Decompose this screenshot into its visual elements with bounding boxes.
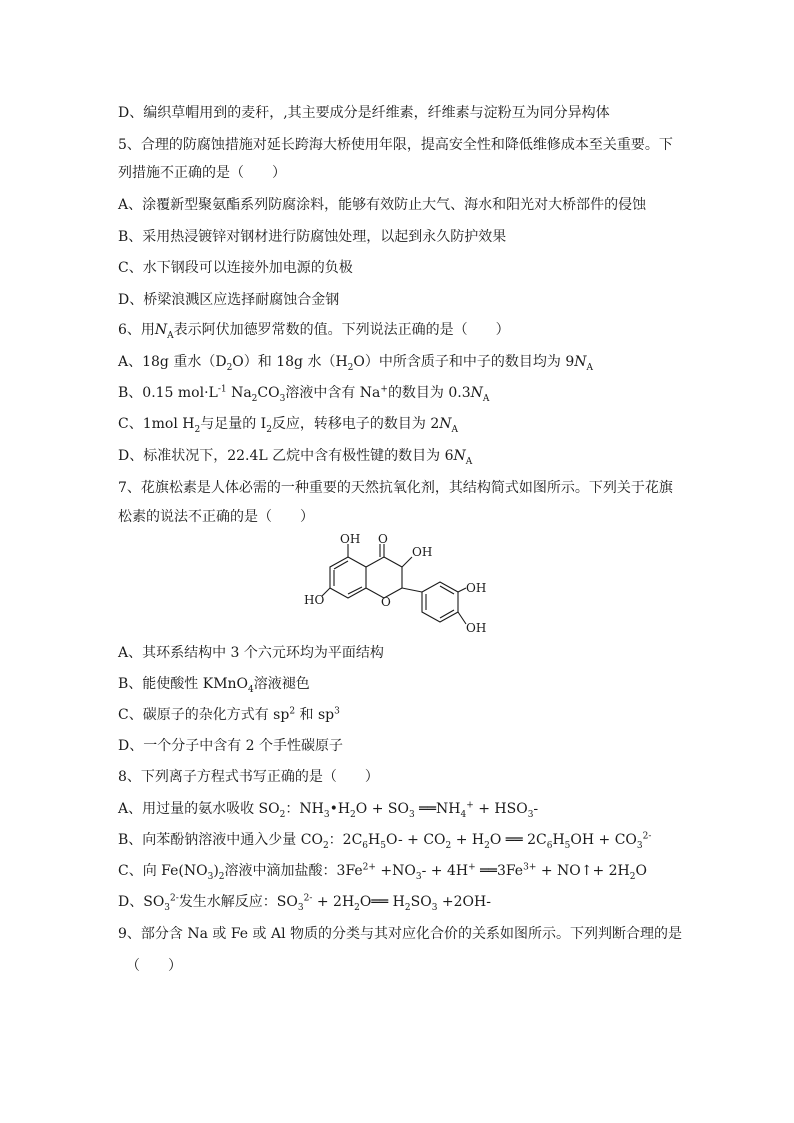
- q6-option-a: A、18g 重水$(D_2O)$和 18g 水$(H_2O)$中所含质子和中子的数目均为 $9N_A$: [118, 354, 593, 373]
- q7-option-b: B、能使酸性 KMnO$_4$溶液褪色: [118, 676, 310, 695]
- q7-stem-line1: 7、花旗松素是人体必需的一种重要的天然抗氧化剂，其结构简式如图所示。下列关于花旗: [118, 480, 673, 496]
- oh-bond-right-upper: [458, 588, 466, 592]
- q7-option-c: C、碳原子的杂化方式有 $sp^2$ 和 $sp^3$: [118, 706, 340, 723]
- oh-bond-right-lower: [458, 612, 466, 624]
- label-oh-top-left: OH: [340, 532, 361, 546]
- q5-option-a: A、涂覆新型聚氨酯系列防腐涂料，能够有效防止大气、海水和阳光对大桥部件的侵蚀: [118, 197, 647, 213]
- link-bond: [402, 588, 422, 592]
- oh-bond-top-right: [402, 557, 412, 567]
- label-ho-left: HO: [304, 593, 325, 607]
- ring-b-double-2: [440, 586, 454, 594]
- q9-stem-line1: 9、部分含 Na 或 Fe 或 Al 物质的分类与其对应化合价的关系如图所示。下列判断合理的是: [118, 926, 683, 942]
- label-oh-top-right: OH: [412, 545, 433, 559]
- q5-stem-line1: 5、合理的防腐蚀措施对延长跨海大桥使用年限，提高安全性和降低维修成本至关重要。下: [118, 137, 673, 153]
- q6-option-c: C、1mol $H_2$与足量的 $I_2$反应，转移电子的数目为 $2N_A$: [118, 416, 459, 435]
- q7-option-d: D、一个分子中含有 2 个手性碳原子: [118, 738, 344, 754]
- q8-option-a: A、用过量的氨水吸收 $SO_2$：$NH_3•H_2O + SO_3$ $══NH_4^+ + HSO_3-$: [118, 800, 539, 820]
- ring-a: [330, 557, 366, 598]
- q8-option-b: B、向苯酚钠溶液中通入少量 $CO_2$：$2C_6H_5O- + CO_2 + H_2O$ ══ $2C_6H_5OH + CO_3^{2-}$: [118, 831, 652, 851]
- q5-option-b: B、采用热浸镀锌对钢材进行防腐蚀处理，以起到永久防护效果: [118, 229, 507, 245]
- ring-c: [366, 557, 402, 598]
- q8-option-c: C、向 $Fe(NO_3)_2$溶液中滴加盐酸：$3Fe^{2+} +NO_3- + 4H^+$ $══3Fe^{3+}$ + NO↑+ $2H_2O$: [118, 862, 647, 882]
- q4-option-d: D、编织草帽用到的麦秆，,其主要成分是纤维素，纤维素与淀粉互为同分异构体: [118, 105, 610, 121]
- ring-b-double-3: [440, 610, 454, 618]
- q8-stem: 8、下列离子方程式书写正确的是（ ）: [118, 769, 379, 785]
- label-o-ring: O: [381, 595, 391, 609]
- label-oh-right-upper: OH: [466, 581, 487, 595]
- q7-stem-line2: 松素的说法不正确的是（ ）: [118, 509, 314, 525]
- q5-stem-line2: 列措施不正确的是（ ）: [118, 165, 286, 181]
- q7-option-a: A、其环系结构中 3 个六元环均为平面结构: [118, 645, 384, 661]
- q6-stem: 6、用$N_A$表示阿伏加德罗常数的值。下列说法正确的是（ ）: [118, 322, 510, 341]
- q6-option-b: B、0.15 $mol\cdot L^{-1}$ $Na_2CO_3$溶液中含有 Na+的数目为 $0.3N_A$: [118, 384, 490, 404]
- q5-option-c: C、水下钢段可以连接外加电源的负极: [118, 260, 353, 276]
- q6-option-d: D、标准状况下，22.4L 乙烷中含有极性键的数目为 $6N_A$: [118, 448, 473, 467]
- q8-option-d: D、$SO_3^{2-}$发生水解反应：$SO_3^{2-}$ + $2H_2O══$ $H_2SO_3 +2OH-$: [118, 893, 491, 913]
- label-o-top: O: [378, 532, 388, 546]
- q9-stem-line2: （ ）: [126, 958, 182, 974]
- ring-a-double-1: [334, 561, 348, 569]
- label-oh-right-lower: OH: [466, 621, 487, 635]
- taxifolin-structure: [300, 532, 500, 642]
- structure-svg: [300, 532, 500, 642]
- ring-b: [422, 582, 458, 622]
- ring-a-double-3: [348, 587, 362, 594]
- q5-option-d: D、桥梁浪溅区应选择耐腐蚀合金钢: [118, 292, 340, 308]
